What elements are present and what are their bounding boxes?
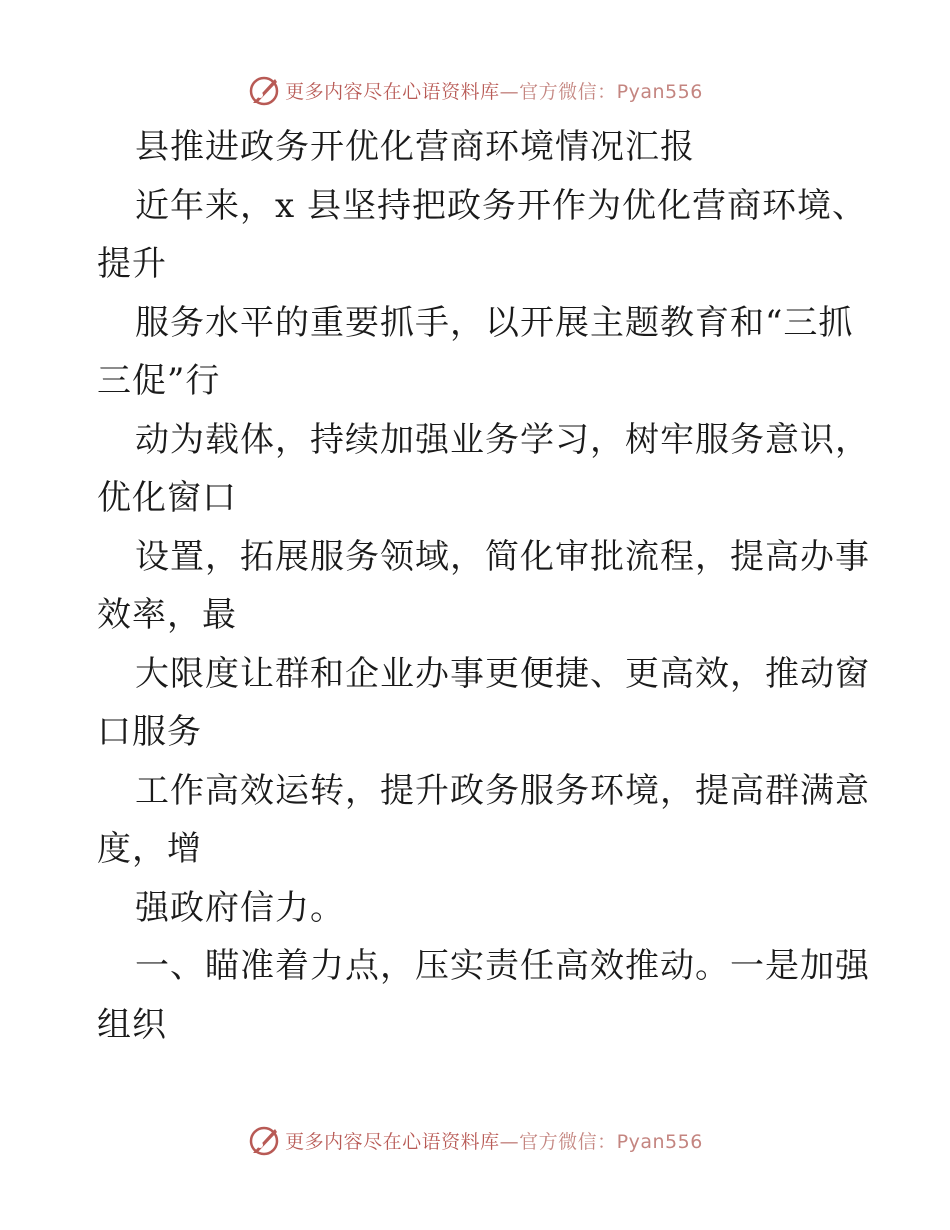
watermark-site: 更多内容尽在心语资料库 xyxy=(285,1130,500,1153)
paragraph-line: 强政府信力。 xyxy=(135,888,345,928)
watermark-site: 更多内容尽在心语资料库 xyxy=(285,80,500,103)
footer-watermark xyxy=(0,1120,950,1160)
watermark-text xyxy=(285,77,703,104)
watermark-wechat: 官方微信：Pyan556 xyxy=(519,1130,703,1153)
quill-logo-icon xyxy=(247,73,281,107)
header-watermark xyxy=(0,70,950,110)
paragraph-line: 优化窗口 xyxy=(97,478,237,518)
paragraph-line: 服务水平的重要抓手，以开展主题教育和“三抓 xyxy=(135,303,854,343)
paragraph-line: 口服务 xyxy=(97,712,202,752)
watermark-text xyxy=(285,1127,703,1154)
paragraph-line: 度，增 xyxy=(97,829,202,869)
watermark-dash: — xyxy=(499,80,520,103)
paragraph-line: 组织 xyxy=(97,1005,167,1045)
paragraph-line: 三促”行 xyxy=(97,361,221,401)
watermark-dash: — xyxy=(499,1130,520,1153)
quill-logo-icon xyxy=(247,1123,281,1157)
watermark-wechat: 官方微信：Pyan556 xyxy=(519,80,703,103)
paragraph-line: 动为载体，持续加强业务学习，树牢服务意识， xyxy=(135,420,870,460)
section-heading-line: 一、瞄准着力点，压实责任高效推动。一是加强 xyxy=(135,946,870,986)
paragraph-line: 大限度让群和企业办事更便捷、更高效，推动窗 xyxy=(135,654,870,694)
document-title: 县推进政务开优化营商环境情况汇报 xyxy=(135,127,695,167)
paragraph-line: 提升 xyxy=(97,244,167,284)
paragraph-line: 近年来，x 县坚持把政务开作为优化营商环境、 xyxy=(135,186,867,226)
paragraph-line: 工作高效运转，提升政务服务环境，提高群满意 xyxy=(135,771,870,811)
paragraph-line: 设置，拓展服务领域，简化审批流程，提高办事 xyxy=(135,537,870,577)
paragraph-line: 效率，最 xyxy=(97,595,237,635)
